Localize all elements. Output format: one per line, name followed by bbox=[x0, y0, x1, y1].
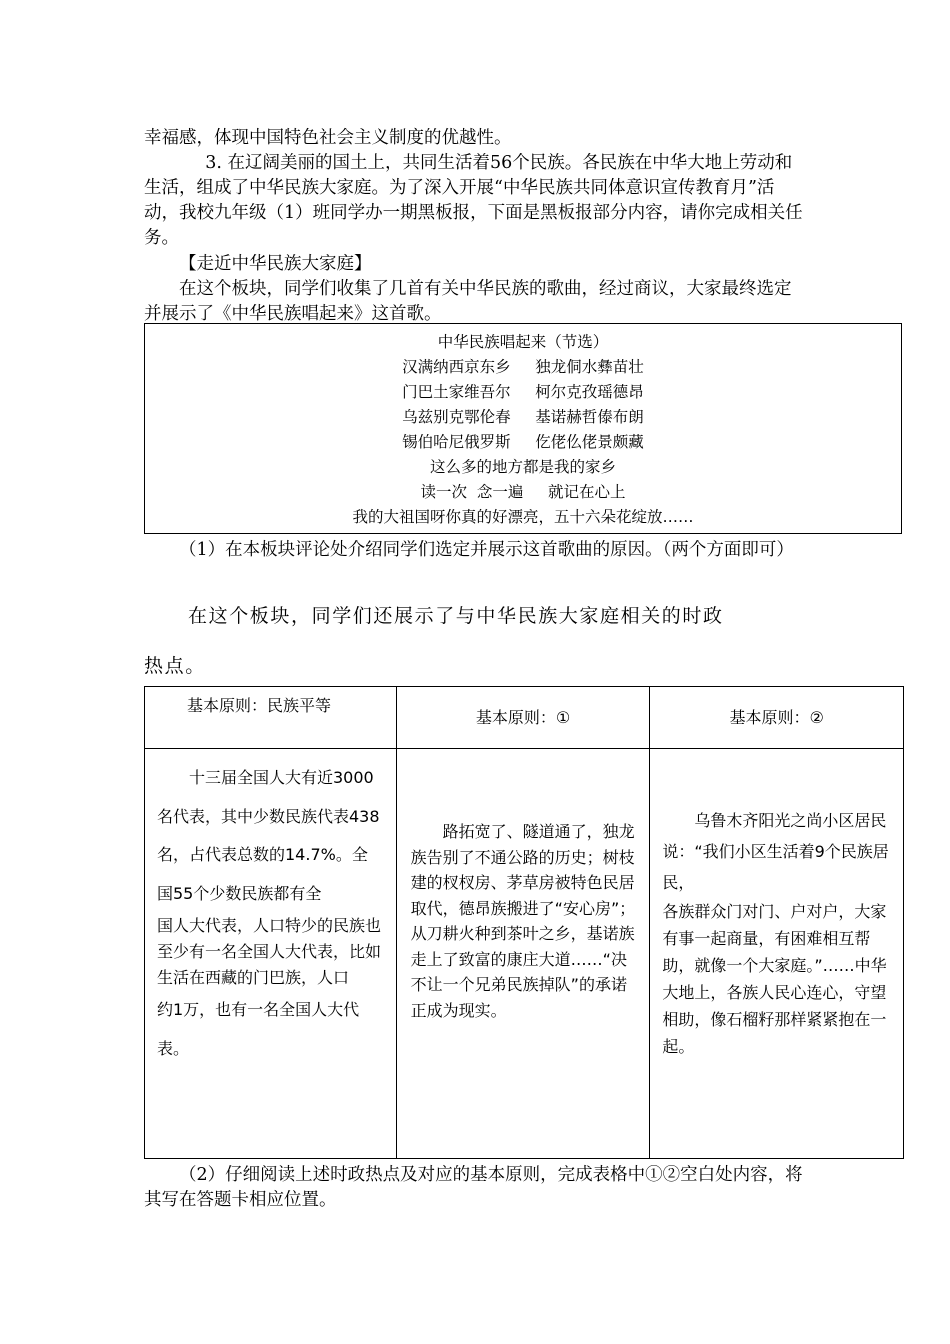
cell-text: 约1万，也有一名全国人大代表。 bbox=[157, 1000, 360, 1058]
cell-text: 各族群众门对门、户对户，大家有事一起商量，有困难相互帮助，就像一个大家庭。”……中华大地上，各族人民心连心，守望相助，像石榴籽那样紧紧抱在一起。 bbox=[662, 902, 887, 1056]
section-intro: 在这个板块，同学们收集了几首有关中华民族的歌曲，经过商议，大家最终选定并展示了《中华民族唱起来》这首歌。 bbox=[144, 279, 792, 324]
intro-tail: 幸福感，体现中国特色社会主义制度的优越性。 bbox=[144, 128, 512, 148]
poem-line: 汉满纳西京东乡 独龙侗水彝苗壮 bbox=[402, 358, 644, 376]
table-cell bbox=[396, 749, 650, 1159]
section-title: 【走近中华民族大家庭】 bbox=[179, 254, 372, 274]
question-3: 3. 在辽阔美丽的国土上，共同生活着56个民族。各民族在中华大地上劳动和生活，组成了中华民族大家庭。为了深入开展“中华民族共同体意识宣传教育月”活动，我校九年级（1）班同学办一期黑板报，下面是黑板报部分内容，请你完成相关任务。 bbox=[144, 153, 803, 248]
header-cell: 基本原则：② bbox=[650, 687, 904, 749]
poem-line: 这么多的地方都是我的家乡 bbox=[429, 458, 616, 476]
poem-box bbox=[144, 323, 902, 534]
hot-intro-line-1: 在这个板块，同学们还展示了与中华民族大家庭相关的时政 bbox=[188, 605, 724, 627]
hot-intro-line-2: 热点。 bbox=[144, 655, 206, 677]
cell-text: 国人大代表，人口特少的民族也至少有一名全国人大代表，比如生活在西藏的门巴族，人口 bbox=[157, 916, 382, 987]
cell-text: 十三届全国人大有近3000名代表，其中少数民族代表438名，占代表总数的14.7%。全国55个少数民族都有全 bbox=[157, 768, 380, 903]
poem-line: 锡伯哈尼俄罗斯 仡佬仫佬景颇藏 bbox=[402, 433, 644, 451]
table-cell bbox=[650, 749, 904, 1159]
cell-text: 路拓宽了、隧道通了，独龙族告别了不通公路的历史；树枝建的杈杈房、茅草房被特色民居取代，德昂族搬进了“安心房”；从刀耕火种到茶叶之乡，基诺族走上了致富的康庄大道……“决不让一个兄弟民族掉队”的承诺正成为现实。 bbox=[410, 822, 636, 1020]
hot-topics-table bbox=[144, 686, 904, 1159]
poem-line: 门巴土家维吾尔 柯尔克孜瑶德昂 bbox=[402, 383, 644, 401]
poem-line: 乌兹别克鄂伦春 基诺赫哲傣布朗 bbox=[402, 408, 644, 426]
question-2: （2）仔细阅读上述时政热点及对应的基本原则，完成表格中①②空白处内容，将其写在答题卡相应位置。 bbox=[144, 1165, 803, 1210]
cell-text: 乌鲁木齐阳光之尚小区居民说：“我们小区生活着9个民族居民， bbox=[662, 811, 889, 892]
poem-line: 读一次 念一遍 就记在心上 bbox=[420, 483, 626, 501]
header-cell: 基本原则：民族平等 bbox=[145, 687, 397, 749]
question-1: （1）在本板块评论处介绍同学们选定并展示这首歌曲的原因。（两个方面即可） bbox=[179, 540, 794, 560]
header-cell: 基本原则：① bbox=[396, 687, 650, 749]
poem-line: 我的大祖国呀你真的好漂亮，五十六朵花绽放…… bbox=[352, 508, 694, 526]
table-cell bbox=[145, 749, 397, 1159]
poem-title: 中华民族唱起来（节选） bbox=[437, 333, 609, 351]
